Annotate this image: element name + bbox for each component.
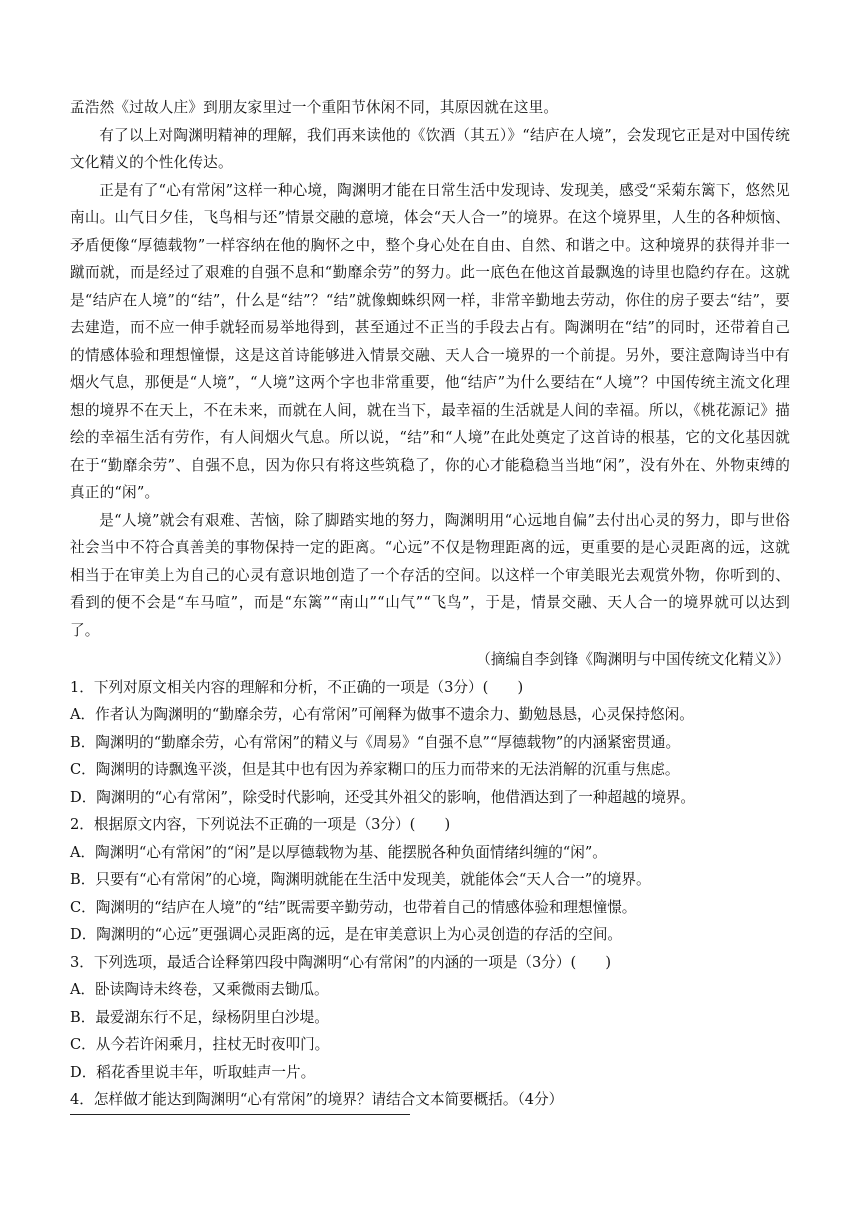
- question-option: B．只要有“心有常闲”的心境，陶渊明就能在生活中发现美，就能体会“天人合一”的境界。: [70, 871, 651, 888]
- question-stem: 3．下列选项，最适合诠释第四段中陶渊明“心有常闲”的内涵的一项是（3分）( ): [70, 953, 612, 971]
- question-option: D．陶渊明的“心远”更强调心灵距离的远，是在审美意识上为心灵创造的存活的空间。: [70, 926, 623, 943]
- answer-blank-line[interactable]: [70, 1114, 410, 1115]
- question-stem: 4．怎样做才能达到陶渊明“心有常闲”的境界？请结合文本简要概括。（4分）: [70, 1091, 564, 1108]
- question-option: C．陶渊明的“结庐在人境”的“结”既需要辛勤劳动，也带着自己的情感体验和理想憧憬。: [70, 898, 637, 916]
- question-option: D．稻花香里说丰年，听取蛙声一片。: [70, 1063, 316, 1081]
- question-1: [70, 674, 790, 812]
- document-page: [70, 94, 790, 1114]
- question-stem: 2．根据原文内容，下列说法不正确的一项是（3分）( ): [70, 816, 451, 833]
- question-option: C．从今若许闲乘月，拄杖无时夜叩门。: [70, 1036, 330, 1053]
- question-4: [70, 1086, 790, 1114]
- question-option: A．陶渊明“心有常闲”的“闲”是以厚德载物为基、能摆脱各种负面情绪纠缠的“闲”。: [70, 843, 607, 861]
- question-stem: 1．下列对原文相关内容的理解和分析，不正确的一项是（3分）( ): [70, 678, 524, 696]
- passage-paragraph-3: 是“人境”就会有艰难、苦恼，除了脚踏实地的努力，陶渊明用“心远地自偏”去付出心灵的努力，即与世俗社会当中不符合真善美的事物保持一定的距离。“心远”不仅是物理距离的远，更重要的是心灵距离的远，这就相当于在审美上为自己的心灵有意识地创造了一个存活的空间。以这样一个审美眼光去观赏外物，你听到的、看到的便不会是“车马喧”，而是“东篱”“南山”“山气”“飞鸟”，于是，情景交融、天人合一的境界就可以达到了。: [70, 511, 790, 639]
- passage-paragraph-0: 孟浩然《过故人庄》到朋友家里过一个重阳节休闲不同，其原因就在这里。: [70, 99, 559, 116]
- passage-source: （摘编自李剑锋《陶渊明与中国传统文化精义》）: [476, 651, 790, 668]
- question-3: [70, 949, 790, 1087]
- passage-paragraph-1: 有了以上对陶渊明精神的理解，我们再来读他的《饮酒（其五）》“结庐在人境”，会发现它正是对中国传统文化精义的个性化传达。: [70, 126, 790, 171]
- passage-paragraph-2: 正是有了“心有常闲”这样一种心境，陶渊明才能在日常生活中发现诗、发现美，感受“采菊东篱下，悠然见南山。山气日夕佳，飞鸟相与还”情景交融的意境，体会“天人合一”的境界。在这个境界里，人生的各种烦恼、矛盾便像“厚德载物”一样容纳在他的胸怀之中，整个身心处在自由、自然、和谐之中。这种境界的获得并非一蹴而就，而是经过了艰难的自强不息和“勤靡余劳”的努力。此一底色在他这首最飘逸的诗里也隐约存在。这就是“结庐在人境”的“结”，什么是“结”？“结”就像蜘蛛织网一样，非常辛勤地去劳动，你住的房子要去“结”，要去建造，而不应一伸手就轻而易举地得到，甚至通过不正当的手段去占有。陶渊明在“结”的同时，还带着自己的情感体验和理想憧憬，这是这首诗能够进入情景交融、天人合一境界的一个前提。另外，要注意陶诗当中有烟火气息，那便是“人境”，“人境”这两个字也非常重要，他“结庐”为什么要结在“人境”？中国传统主流文化理想的境界不在天上，不在未来，而就在人间，就在当下，最幸福的生活就是人间的幸福。所以，《桃花源记》描绘的幸福生活有劳作，有人间烟火气息。所以说，“结”和“人境”在此处奠定了这首诗的根基，它的文化基因就在于“勤靡余劳”、自强不息，因为你只有将这些筑稳了，你的心才能稳稳当当地“闲”，没有外在、外物束缚的真正的“闲”。: [70, 181, 790, 501]
- question-option: C．陶渊明的诗飘逸平淡，但是其中也有因为养家糊口的压力而带来的无法消解的沉重与焦虑。: [70, 761, 680, 778]
- question-option: D．陶渊明的“心有常闲”，除受时代影响，还受其外祖父的影响，他借酒达到了一种超越的境界。: [70, 788, 695, 806]
- question-2: [70, 811, 790, 949]
- question-option: A．卧读陶诗未终卷，又乘微雨去锄瓜。: [70, 981, 329, 998]
- question-option: B．陶渊明的“勤靡余劳，心有常闲”的精义与《周易》“自强不息”“厚德载物”的内涵紧密贯通。: [70, 733, 681, 751]
- question-option: A．作者认为陶渊明的“勤靡余劳，心有常闲”可阐释为做事不遗余力、勤勉恳恳，心灵保持悠闲。: [70, 706, 694, 723]
- question-option: B．最爱湖东行不足，绿杨阴里白沙堤。: [70, 1008, 329, 1026]
